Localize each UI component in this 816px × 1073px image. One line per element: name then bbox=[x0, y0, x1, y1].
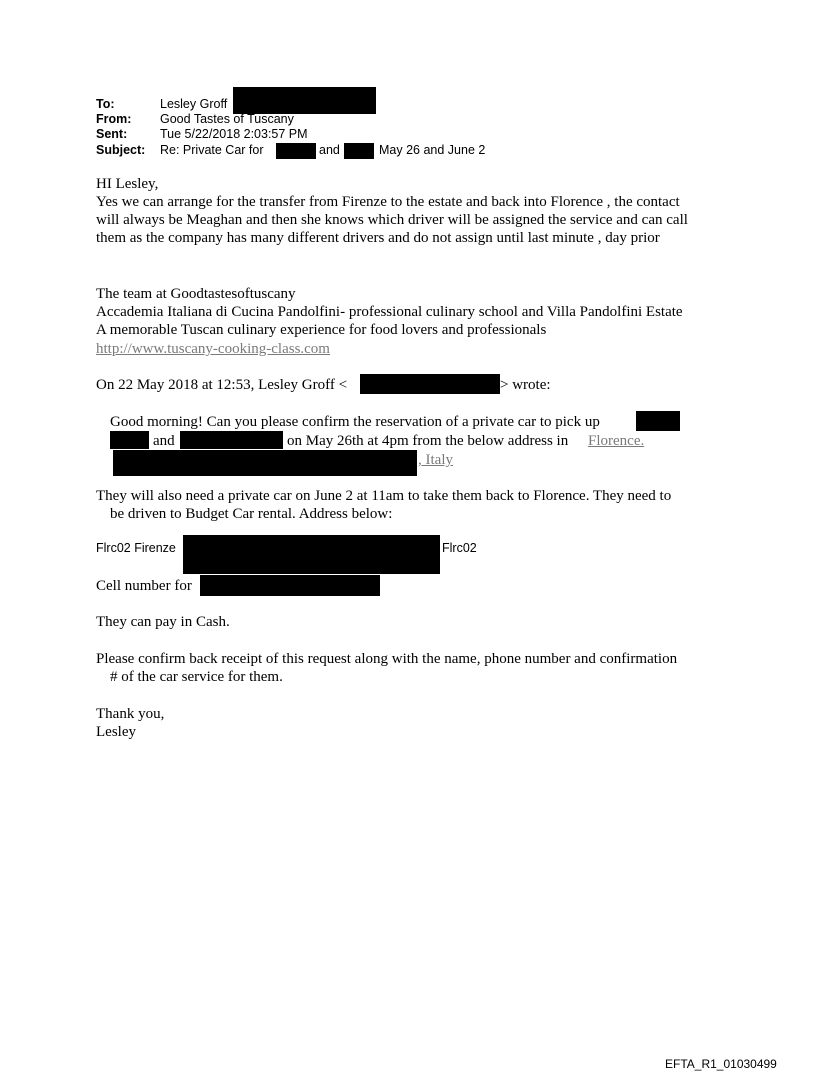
reply-line: them as the company has many different drivers and do not assign until last minute , day prior bbox=[96, 230, 660, 246]
redaction-block bbox=[113, 450, 417, 476]
quoted-line: on May 26th at 4pm from the below address in bbox=[287, 433, 569, 449]
quoted-line: Please confirm back receipt of this request along with the name, phone number and confirmation bbox=[96, 651, 678, 667]
redaction-block bbox=[360, 374, 500, 394]
quoted-sign: Lesley bbox=[96, 724, 136, 740]
redaction-block bbox=[200, 575, 380, 596]
signature-academy: Accademia Italiana di Cucina Pandolfini- professional culinary school and Villa Pandolfini Estate bbox=[96, 304, 683, 320]
signature-tagline: A memorable Tuscan culinary experience for food lovers and professionals bbox=[96, 322, 547, 338]
quoted-cash: They can pay in Cash. bbox=[96, 614, 230, 630]
cell-label: Cell number for bbox=[96, 578, 192, 594]
redaction-block bbox=[110, 431, 149, 449]
website-link[interactable]: http://www.tuscany-cooking-class.com bbox=[96, 341, 330, 357]
florence-link[interactable]: Florence. bbox=[588, 433, 645, 449]
quote-header-suffix: > wrote: bbox=[500, 377, 551, 393]
redaction-block bbox=[344, 143, 374, 159]
address-right: Flrc02 bbox=[442, 541, 477, 555]
redaction-block bbox=[233, 87, 376, 114]
from-value: Good Tastes of Tuscany bbox=[160, 112, 294, 126]
sent-value: Tue 5/22/2018 2:03:57 PM bbox=[160, 127, 308, 141]
reply-line: Yes we can arrange for the transfer from Firenze to the estate and back into Florence , the contact bbox=[96, 194, 680, 210]
quoted-thanks: Thank you, bbox=[96, 706, 165, 722]
subject-label: Subject: bbox=[96, 143, 146, 157]
subject-part1: Re: Private Car for bbox=[160, 143, 264, 157]
quoted-line: be driven to Budget Car rental. Address below: bbox=[110, 506, 393, 522]
quoted-line: # of the car service for them. bbox=[110, 669, 283, 685]
subject-part2: and bbox=[319, 143, 340, 157]
subject-part3: May 26 and June 2 bbox=[379, 143, 486, 157]
to-label: To: bbox=[96, 97, 115, 111]
redaction-block bbox=[636, 411, 680, 431]
document-id: EFTA_R1_01030499 bbox=[665, 1057, 777, 1071]
reply-line: will always be Meaghan and then she knows which driver will be assigned the service and can call bbox=[96, 212, 688, 228]
quoted-line: They will also need a private car on June 2 at 11am to take them back to Florence. They need to bbox=[96, 488, 672, 504]
to-value: Lesley Groff bbox=[160, 97, 228, 111]
greeting: HI Lesley, bbox=[96, 176, 159, 192]
from-label: From: bbox=[96, 112, 132, 126]
signature-team: The team at Goodtastesoftuscany bbox=[96, 286, 296, 302]
redaction-block bbox=[180, 431, 283, 449]
redaction-block bbox=[183, 535, 440, 574]
sent-label: Sent: bbox=[96, 127, 128, 141]
quoted-line: Good morning! Can you please confirm the reservation of a private car to pick up bbox=[110, 414, 600, 430]
redaction-block bbox=[276, 143, 316, 159]
italy-link[interactable]: , Italy bbox=[418, 452, 453, 468]
quoted-and: and bbox=[153, 433, 175, 449]
address-left: Flrc02 Firenze bbox=[96, 541, 176, 555]
quote-header-prefix: On 22 May 2018 at 12:53, Lesley Groff < bbox=[96, 377, 348, 393]
